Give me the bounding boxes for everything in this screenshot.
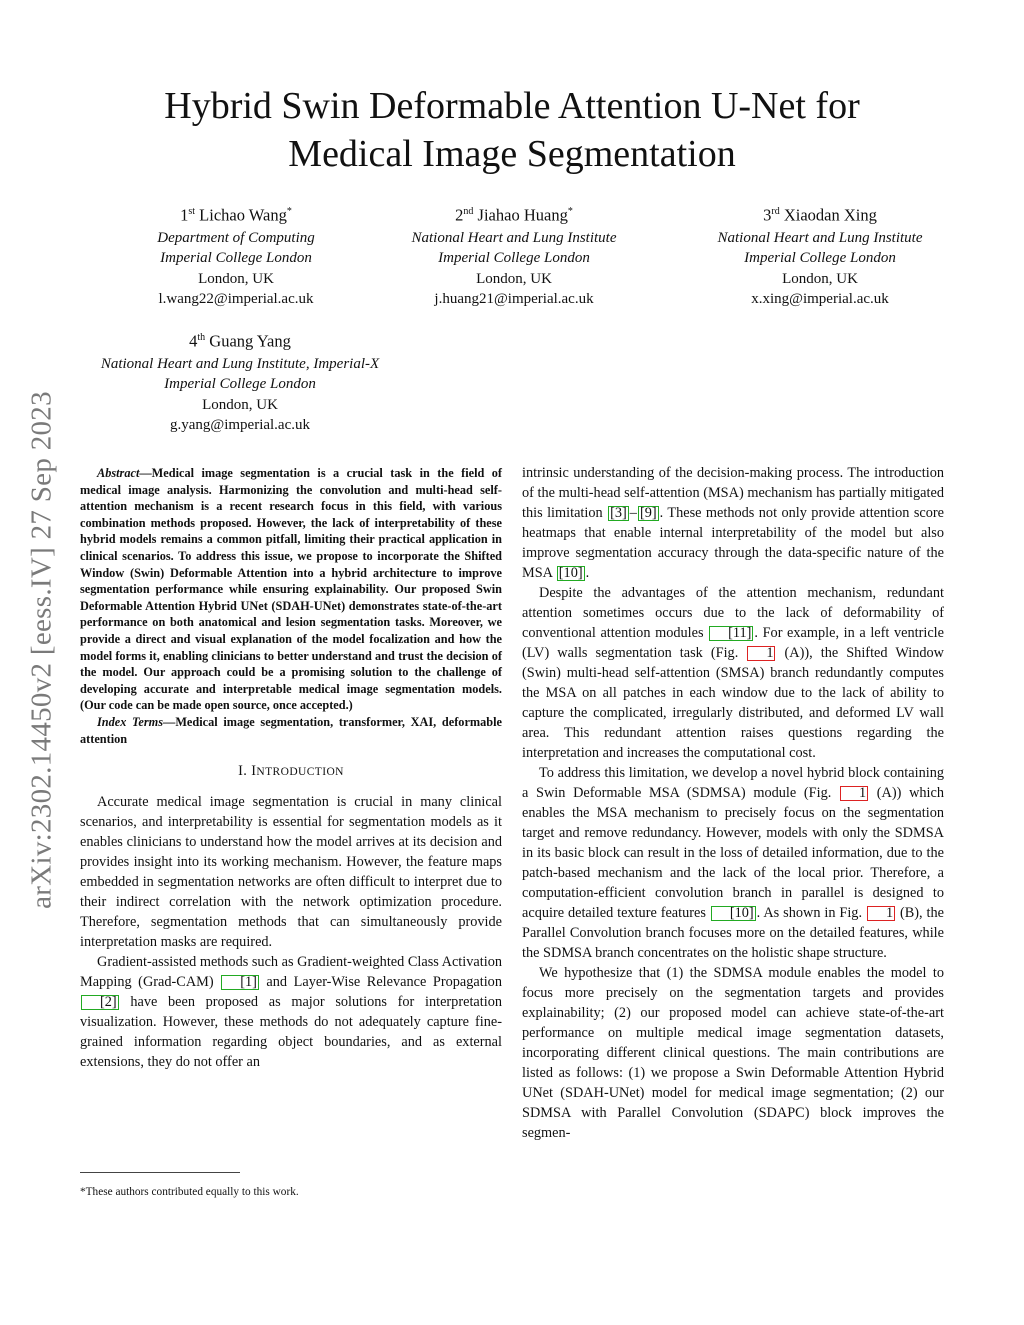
author-department: Department of Computing: [157, 229, 315, 246]
figure-link[interactable]: 1: [747, 646, 775, 661]
citation-link[interactable]: [1]: [221, 975, 259, 990]
text-run: Gradient-assisted methods such as Gradient-weighted Class Activation Mapping (Grad-CAM): [80, 954, 502, 991]
text-run: (A)) which enables the MSA mechanism to precisely focus on the segmentation target and remove redundancy. However, models with only the SDMSA in its basic block can result in the loss of detailed information, due to the patch-based mechanism and the lack of the local prior. Therefore, a computation-efficient convolution branch in parallel is designed to acquire detailed texture features: [522, 785, 945, 921]
author-ordinal: 1: [180, 205, 189, 225]
text-run: and Layer-Wise Relevance Propagation: [259, 974, 502, 991]
citation-link[interactable]: [3]: [610, 505, 627, 521]
abstract: [80, 465, 502, 714]
text-run: (B), the Parallel Convolution branch focuses more on the detailed features, while the SDMSA branch concentrates on the holistic shape structure.: [522, 905, 944, 961]
index-terms: [80, 714, 502, 747]
author-institution: Imperial College London: [744, 250, 896, 266]
citation-link[interactable]: [10]: [558, 565, 583, 581]
author-ordinal: 2: [455, 205, 464, 225]
author-department: National Heart and Lung Institute: [717, 229, 923, 246]
text-run: intrinsic understanding of the decision-making process. The introduction of the multi-head self-attention (MSA) mechanism has partially mitigated this limitation: [522, 465, 944, 521]
citation-link[interactable]: [2]: [81, 995, 119, 1010]
author-email[interactable]: j.huang21@imperial.ac.uk: [434, 291, 594, 307]
author-institution: Imperial College London: [438, 250, 590, 266]
intro-paragraph-3: [522, 463, 944, 583]
text-run: . As shown in Fig.: [756, 905, 866, 921]
arxiv-stamp-text: arXiv:2302.14450v2 [eess.IV] 27 Sep 2023: [25, 391, 58, 909]
author-city: London, UK: [198, 270, 274, 287]
author-ordinal: 4: [189, 331, 198, 351]
author-institution: Imperial College London: [160, 250, 312, 266]
text-run: .: [585, 565, 590, 581]
section-heading-introduction: [80, 761, 502, 782]
citation-link[interactable]: [9]: [639, 505, 657, 521]
citation-link[interactable]: [11]: [709, 626, 753, 641]
author-email[interactable]: g.yang@imperial.ac.uk: [169, 417, 311, 433]
footnote-rule: [80, 1172, 240, 1173]
author-ordinal-suffix: rd: [771, 206, 780, 217]
author-block-4: [70, 326, 410, 436]
author-department: National Heart and Lung Institute: [411, 229, 617, 246]
paper-title: [100, 82, 924, 178]
author-ordinal: 3: [763, 205, 772, 225]
text-run: To address this limitation, we develop a novel hybrid block containing a Swin Deformable MSA (SDMSA) module (Fig.: [522, 765, 944, 801]
author-block-3: [684, 200, 956, 310]
author-name-line: [378, 200, 650, 228]
author-block-2: [378, 200, 650, 310]
text-run: . For example, in a left ventricle (LV) walls segmentation task (Fig.: [522, 625, 944, 661]
arxiv-stamp: [22, 345, 62, 955]
author-name: Xiaodan Xing: [783, 205, 877, 225]
title-line-2: Medical Image Segmentation: [288, 133, 736, 175]
footnote: *These authors contributed equally to this work.: [80, 1186, 299, 1198]
author-email[interactable]: l.wang22@imperial.ac.uk: [158, 291, 314, 307]
right-column: [522, 463, 944, 1143]
section-title-rest: NTRODUCTION: [256, 766, 344, 779]
author-ordinal-suffix: nd: [463, 206, 474, 217]
title-line-1: Hybrid Swin Deformable Attention U-Net for: [164, 85, 860, 127]
citation-link[interactable]: [10]: [711, 906, 756, 921]
text-run: (A)), the Shifted Window (Swin) multi-head self-attention (SMSA) branch redundantly computes the MSA on all patches in each window due to the lack of ability to capture the complicated, irregularly distributed, and deformed LV wall area. This redundant attention raises questions regarding the interpretation and increases the computational cost.: [522, 645, 944, 761]
text-run: –: [629, 505, 637, 521]
figure-link[interactable]: 1: [840, 786, 868, 801]
intro-paragraph-2: [80, 952, 502, 1072]
author-name-line: [70, 326, 410, 354]
author-name-line: [684, 200, 956, 228]
author-name: Lichao Wang: [199, 205, 287, 225]
equal-contrib-mark: *: [567, 206, 573, 217]
text-run: have been proposed as major solutions for interpretation visualization. However, these methods do not adequately capture fine-grained information regarding object boundaries, and as external extensions, they do not offer an: [80, 994, 502, 1071]
author-block-1: [100, 200, 372, 310]
author-name: Guang Yang: [209, 331, 291, 351]
abstract-label: Abstract: [97, 466, 140, 480]
intro-paragraph-4: [522, 583, 944, 763]
intro-paragraph-5: [522, 763, 944, 963]
section-number: I.: [238, 763, 252, 780]
text-run: . These methods not only provide attention score heatmaps that enable internal interpretability of the model but also improve segmentation accuracy through the data-specific nature of the MSA: [522, 505, 945, 581]
text-run: Despite the advantages of the attention mechanism, redundant attention sometimes occurs due to the lack of deformability of conventional attention modules: [522, 585, 944, 641]
equal-contrib-mark: *: [286, 206, 292, 217]
author-ordinal-suffix: th: [197, 332, 206, 343]
author-ordinal-suffix: st: [188, 206, 196, 217]
author-institution: Imperial College London: [164, 376, 316, 392]
figure-link[interactable]: 1: [867, 906, 895, 921]
section-initial: I: [251, 763, 257, 780]
author-name-line: [100, 200, 372, 228]
intro-paragraph-1: Accurate medical image segmentation is crucial in many clinical scenarios, and interpretability is essential for segmentation models as it enables clinicians to understand how the model arrives at its decision and provides insight into its working mechanism. However, the feature maps embedded in segmentation networks are often difficult to interpret due to their indirect correlation with the network optimization procedure. Therefore, segmentation methods that can simultaneously provide interpretation masks are required.: [80, 794, 502, 951]
index-terms-label: Index Terms: [97, 714, 164, 729]
author-city: London, UK: [476, 270, 552, 287]
abstract-body: —Medical image segmentation is a crucial task in the field of medical image analysis. Harmonizing the convolution and multi-head self-attention mechanism is a recent research focus in this field, with various combination methods proposed. However, the lack of interpretability of these hybrid models remains a common pitfall, limiting their practical application in clinical scenarios. To address this issue, we propose to incorporate the Shifted Window (Swin) Deformable Attention into a hybrid architecture to improve segmentation performance while ensuring explainability. Our proposed Swin Deformable Attention Hybrid UNet (SDAH-UNet) demonstrates state-of-the-art performance on both anatomical and lesion segmentation tasks. Moreover, we provide a direct and visual explanation of the model focalization and how the model forms it, enabling clinicians to better understand and trust the decision of the model. Our approach could be a promising solution to the challenge of developing accurate and interpretable medical image segmentation models. (Our code can be made open source, once accepted.): [80, 466, 502, 713]
intro-paragraph-6: We hypothesize that (1) the SDMSA module enables the model to focus more precisely on the segmentation targets and provides explainability; (2) our proposed model can achieve state-of-the-art performance on multiple medical image segmentation datasets, incorporating different clinical questions. The main contributions are listed as follows: (1) we propose a Swin Deformable Attention Hybrid UNet (SDAH-UNet) model for medical image segmentation; (2) our SDMSA with Parallel Convolution (SDAPC) block improves the segmen-: [522, 965, 944, 1141]
author-department: National Heart and Lung Institute, Imperial-X: [100, 355, 380, 372]
author-city: London, UK: [202, 396, 278, 413]
author-name: Jiahao Huang: [477, 205, 568, 225]
index-terms-body: —Medical image segmentation, transformer, XAI, deformable attention: [80, 714, 503, 746]
left-column: [80, 465, 502, 1072]
author-email[interactable]: x.xing@imperial.ac.uk: [751, 291, 889, 307]
author-city: London, UK: [782, 270, 858, 287]
